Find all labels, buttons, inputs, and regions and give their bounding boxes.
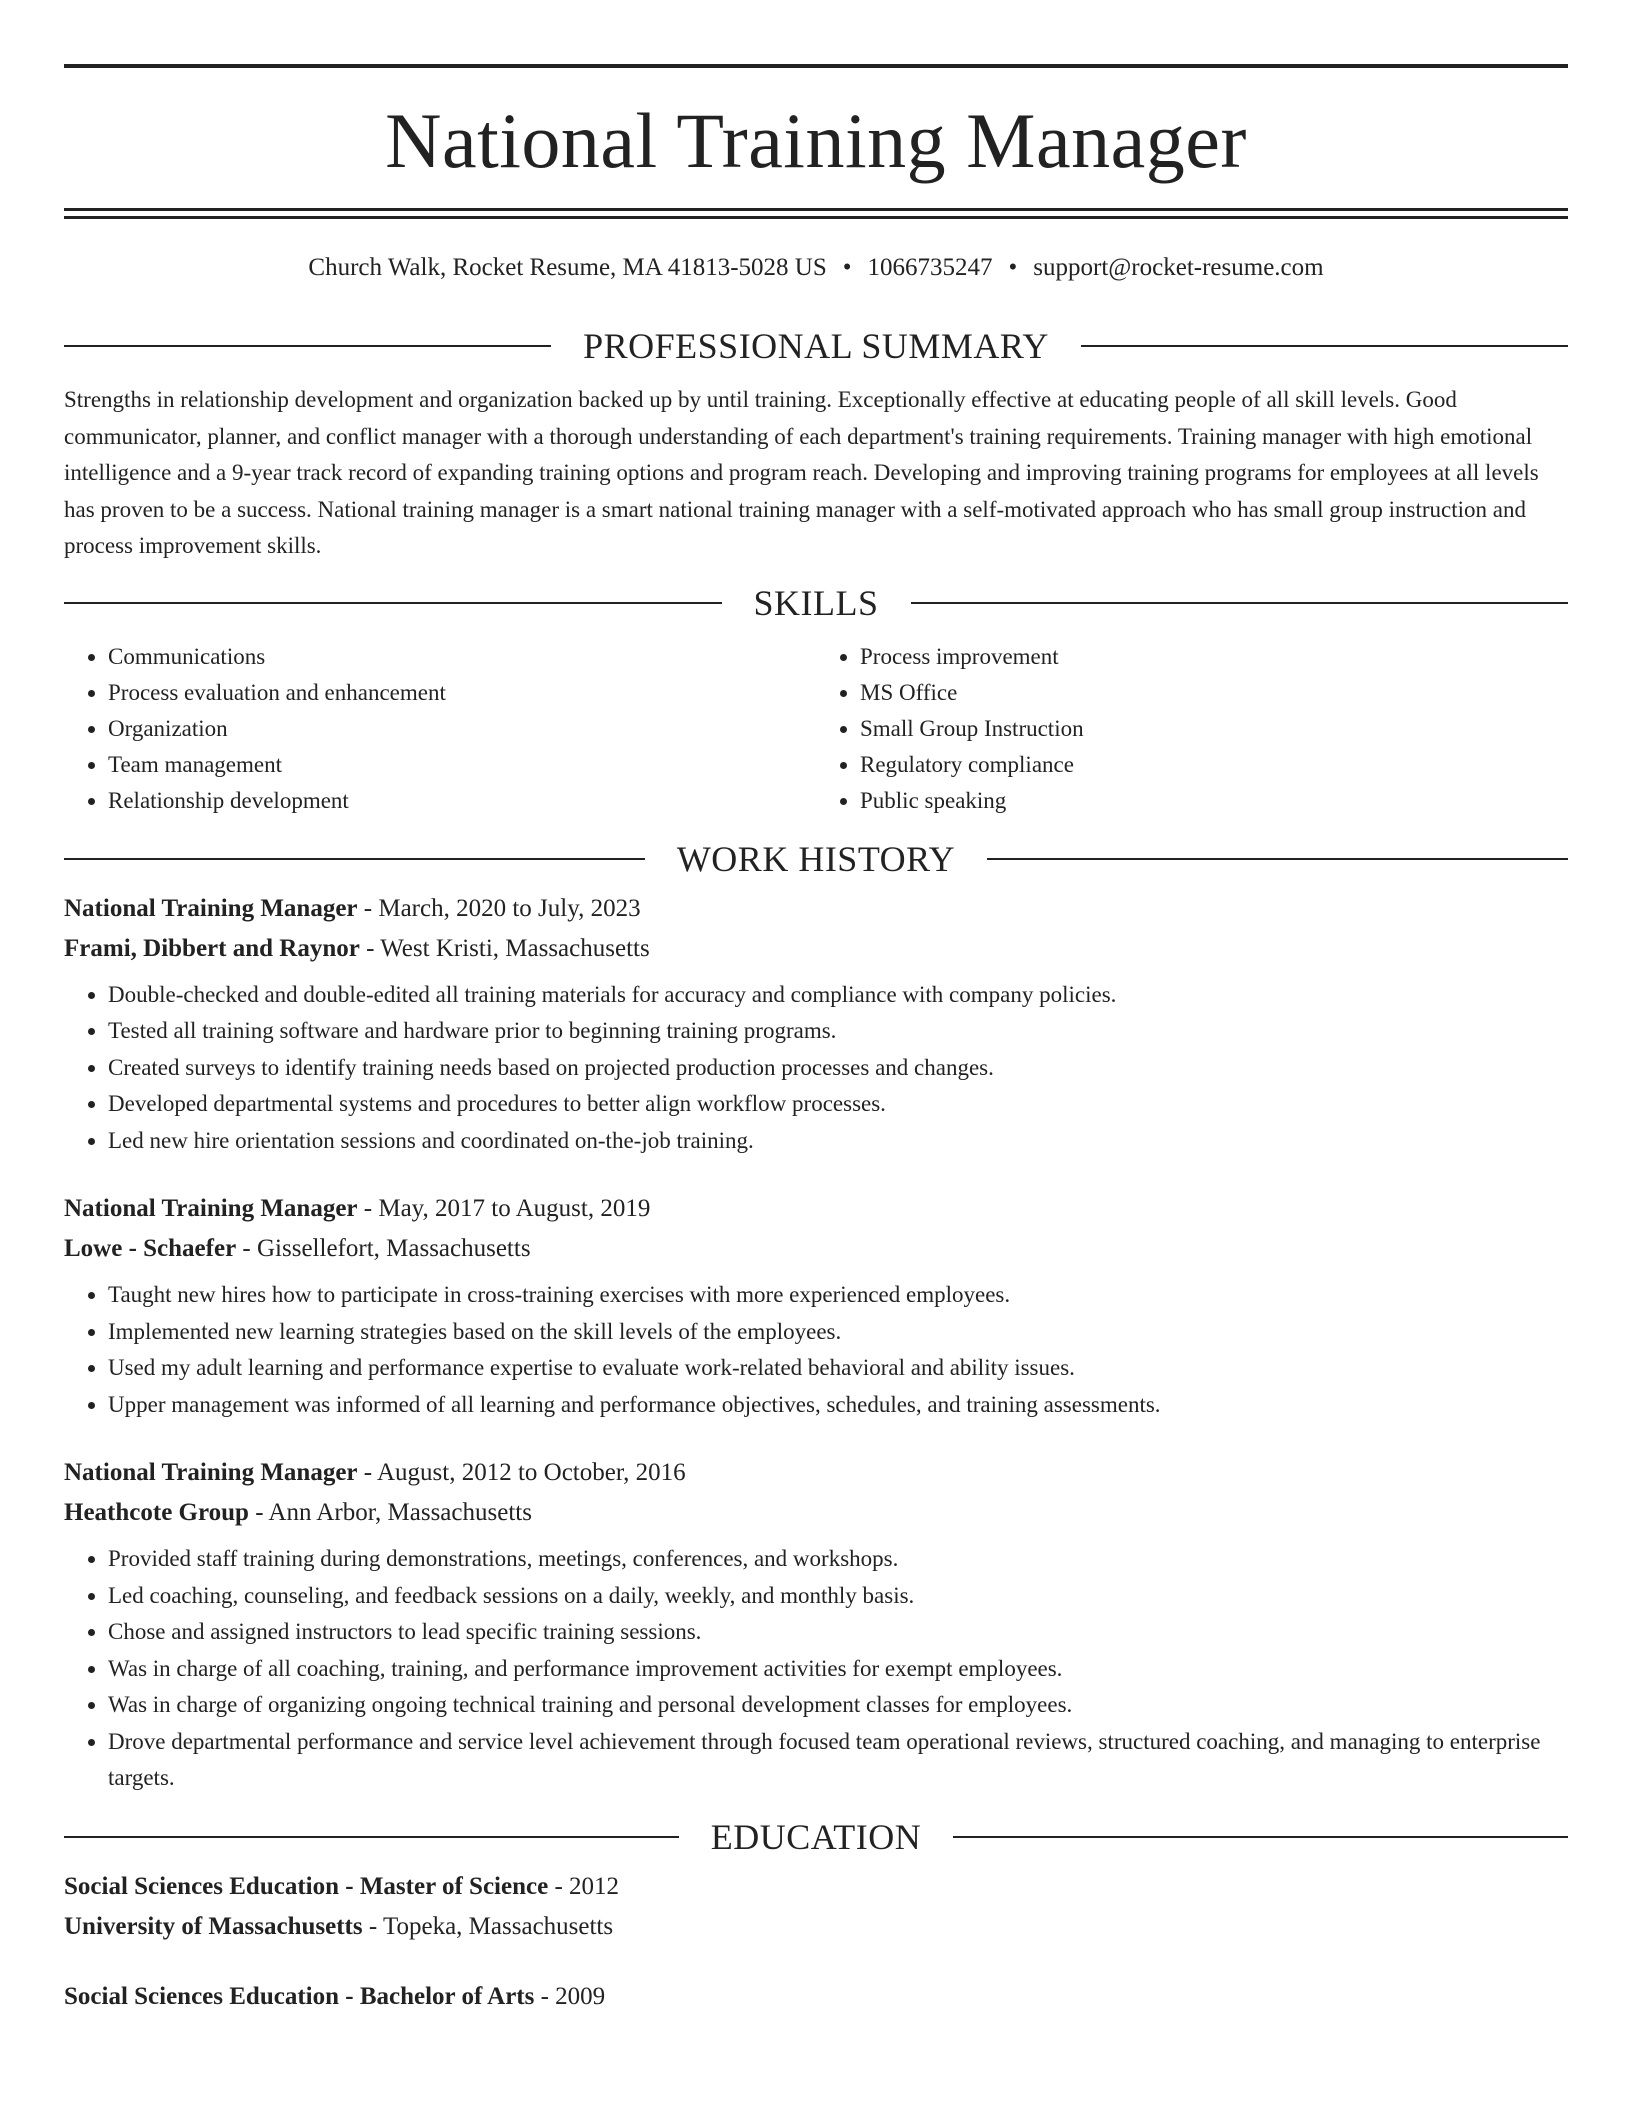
duty-item: • Taught new hires how to participate in cross-training exercises with more experienced employees. (108, 1277, 1568, 1314)
job-dates: - March, 2020 to July, 2023 (357, 894, 641, 922)
job-duties (64, 977, 1568, 1160)
job-title-line (64, 889, 1568, 929)
degree: Social Sciences Education - Bachelor of Arts (64, 1982, 535, 2010)
duty-item: • Upper management was informed of all learning and performance objectives, schedules, and training assessments. (108, 1387, 1568, 1424)
skill-item: • Small Group Instruction (860, 711, 1568, 747)
job-company-line (64, 1229, 1568, 1269)
job-title: National Training Manager (64, 1195, 358, 1222)
skills-list (64, 639, 1568, 819)
skill-item: • Communications (108, 639, 816, 675)
duty-item: • Was in charge of organizing ongoing technical training and personal development classes for employees. (108, 1687, 1568, 1724)
section-title: EDUCATION (710, 1816, 922, 1857)
school: University of Massachusetts (64, 1912, 363, 1940)
job-entry (64, 889, 1568, 1160)
degree-line (64, 1977, 1568, 2017)
education-entry (64, 1867, 1568, 1947)
degree-year: - 2009 (534, 1982, 606, 2010)
school-line (64, 1907, 1568, 1947)
duty-item: • Tested all training software and hardware prior to beginning training programs. (108, 1013, 1568, 1050)
duty-item: • Implemented new learning strategies based on the skill levels of the employees. (108, 1314, 1568, 1351)
skills-column-right (816, 639, 1568, 819)
skill-item: • Public speaking (860, 783, 1568, 819)
job-location: - West Kristi, Massachusetts (359, 934, 650, 962)
duty-item: • Chose and assigned instructors to lead specific training sessions. (108, 1614, 1568, 1651)
double-rule (64, 208, 1568, 219)
heading-rule (64, 345, 551, 347)
section-heading-skills (64, 582, 1568, 623)
section-title: PROFESSIONAL SUMMARY (583, 326, 1049, 366)
duty-item: • Provided staff training during demonstrations, meetings, conferences, and workshops. (108, 1541, 1568, 1578)
skill-item: • Regulatory compliance (860, 747, 1568, 783)
skill-item: • Process evaluation and enhancement (108, 675, 816, 711)
degree-line (64, 1867, 1568, 1907)
skill-item: • Relationship development (108, 783, 816, 819)
duty-item: • Was in charge of all coaching, training, and performance improvement activities for exempt employees. (108, 1651, 1568, 1688)
heading-rule (953, 1836, 1568, 1838)
heading-rule (64, 1836, 679, 1838)
section-heading-summary (64, 328, 1568, 364)
job-title-line (64, 1189, 1568, 1229)
job-company: Heathcote Group (64, 1499, 249, 1526)
job-company-line (64, 929, 1568, 969)
job-company: Frami, Dibbert and Raynor (64, 934, 360, 962)
skill-item: • MS Office (860, 675, 1568, 711)
contact-email: support@rocket-resume.com (1033, 254, 1324, 281)
duty-item: • Drove departmental performance and service level achievement through focused team operational reviews, structured coaching, and managing to enterprise targets. (108, 1724, 1568, 1797)
contact-phone: 1066735247 (867, 254, 993, 281)
job-location: - Gissellefort, Massachusetts (236, 1235, 531, 1262)
heading-rule (987, 858, 1568, 860)
school-location: - Topeka, Massachusetts (362, 1912, 614, 1940)
heading-rule (1081, 345, 1568, 347)
job-duties (64, 1277, 1568, 1423)
degree-year: - 2012 (548, 1872, 620, 1900)
degree: Social Sciences Education - Master of Science (64, 1872, 549, 1900)
job-title: National Training Manager (64, 894, 358, 922)
summary-text: Strengths in relationship development and organization backed up by until training. Exceptionally effective at educating people of all skill levels. Good communicator, planner, and conflict manager with a thorough understanding of each department's training requirements. Training manager with high emotional intelligence and a 9-year track record of expanding training options and program reach. Developing and improving training programs for employees at all levels has proven to be a success. National training manager is a smart national training manager with a self-motivated approach who has small group instruction and process improvement skills. (64, 387, 1539, 558)
heading-rule (64, 602, 722, 604)
top-rule (64, 64, 1568, 68)
job-location: - Ann Arbor, Massachusetts (248, 1499, 532, 1526)
duty-item: • Developed departmental systems and procedures to better align workflow processes. (108, 1086, 1568, 1123)
job-duties (64, 1541, 1568, 1797)
job-company: Lowe - Schaefer (64, 1235, 237, 1262)
education-entry (64, 1977, 1568, 2017)
contact-address: Church Walk, Rocket Resume, MA 41813-5028 US (308, 254, 827, 281)
heading-rule (911, 602, 1569, 604)
job-company-line (64, 1493, 1568, 1533)
contact-line (64, 255, 1568, 280)
job-title-line (64, 1453, 1568, 1493)
skill-item: • Organization (108, 711, 816, 747)
job-entry (64, 1453, 1568, 1797)
section-heading-education (64, 1816, 1568, 1857)
section-heading-work (64, 838, 1568, 879)
job-entry (64, 1189, 1568, 1423)
section-title: WORK HISTORY (676, 838, 956, 879)
duty-item: • Created surveys to identify training needs based on projected production processes and changes. (108, 1050, 1568, 1087)
separator-dot: • (842, 254, 852, 281)
duty-item: • Used my adult learning and performance expertise to evaluate work-related behavioral and ability issues. (108, 1350, 1568, 1387)
job-dates: - May, 2017 to August, 2019 (357, 1195, 651, 1222)
duty-item: • Double-checked and double-edited all training materials for accuracy and compliance with company policies. (108, 977, 1568, 1014)
heading-rule (64, 858, 645, 860)
job-title: National Training Manager (64, 1459, 358, 1486)
duty-item: • Led coaching, counseling, and feedback sessions on a daily, weekly, and monthly basis. (108, 1578, 1568, 1615)
duty-item: • Led new hire orientation sessions and coordinated on-the-job training. (108, 1123, 1568, 1160)
skill-item: • Team management (108, 747, 816, 783)
skill-item: • Process improvement (860, 639, 1568, 675)
skills-column-left (64, 639, 816, 819)
resume-name: National Training Manager (385, 97, 1247, 184)
job-dates: - August, 2012 to October, 2016 (357, 1459, 686, 1486)
section-title: SKILLS (753, 582, 879, 623)
separator-dot: • (1008, 254, 1018, 281)
